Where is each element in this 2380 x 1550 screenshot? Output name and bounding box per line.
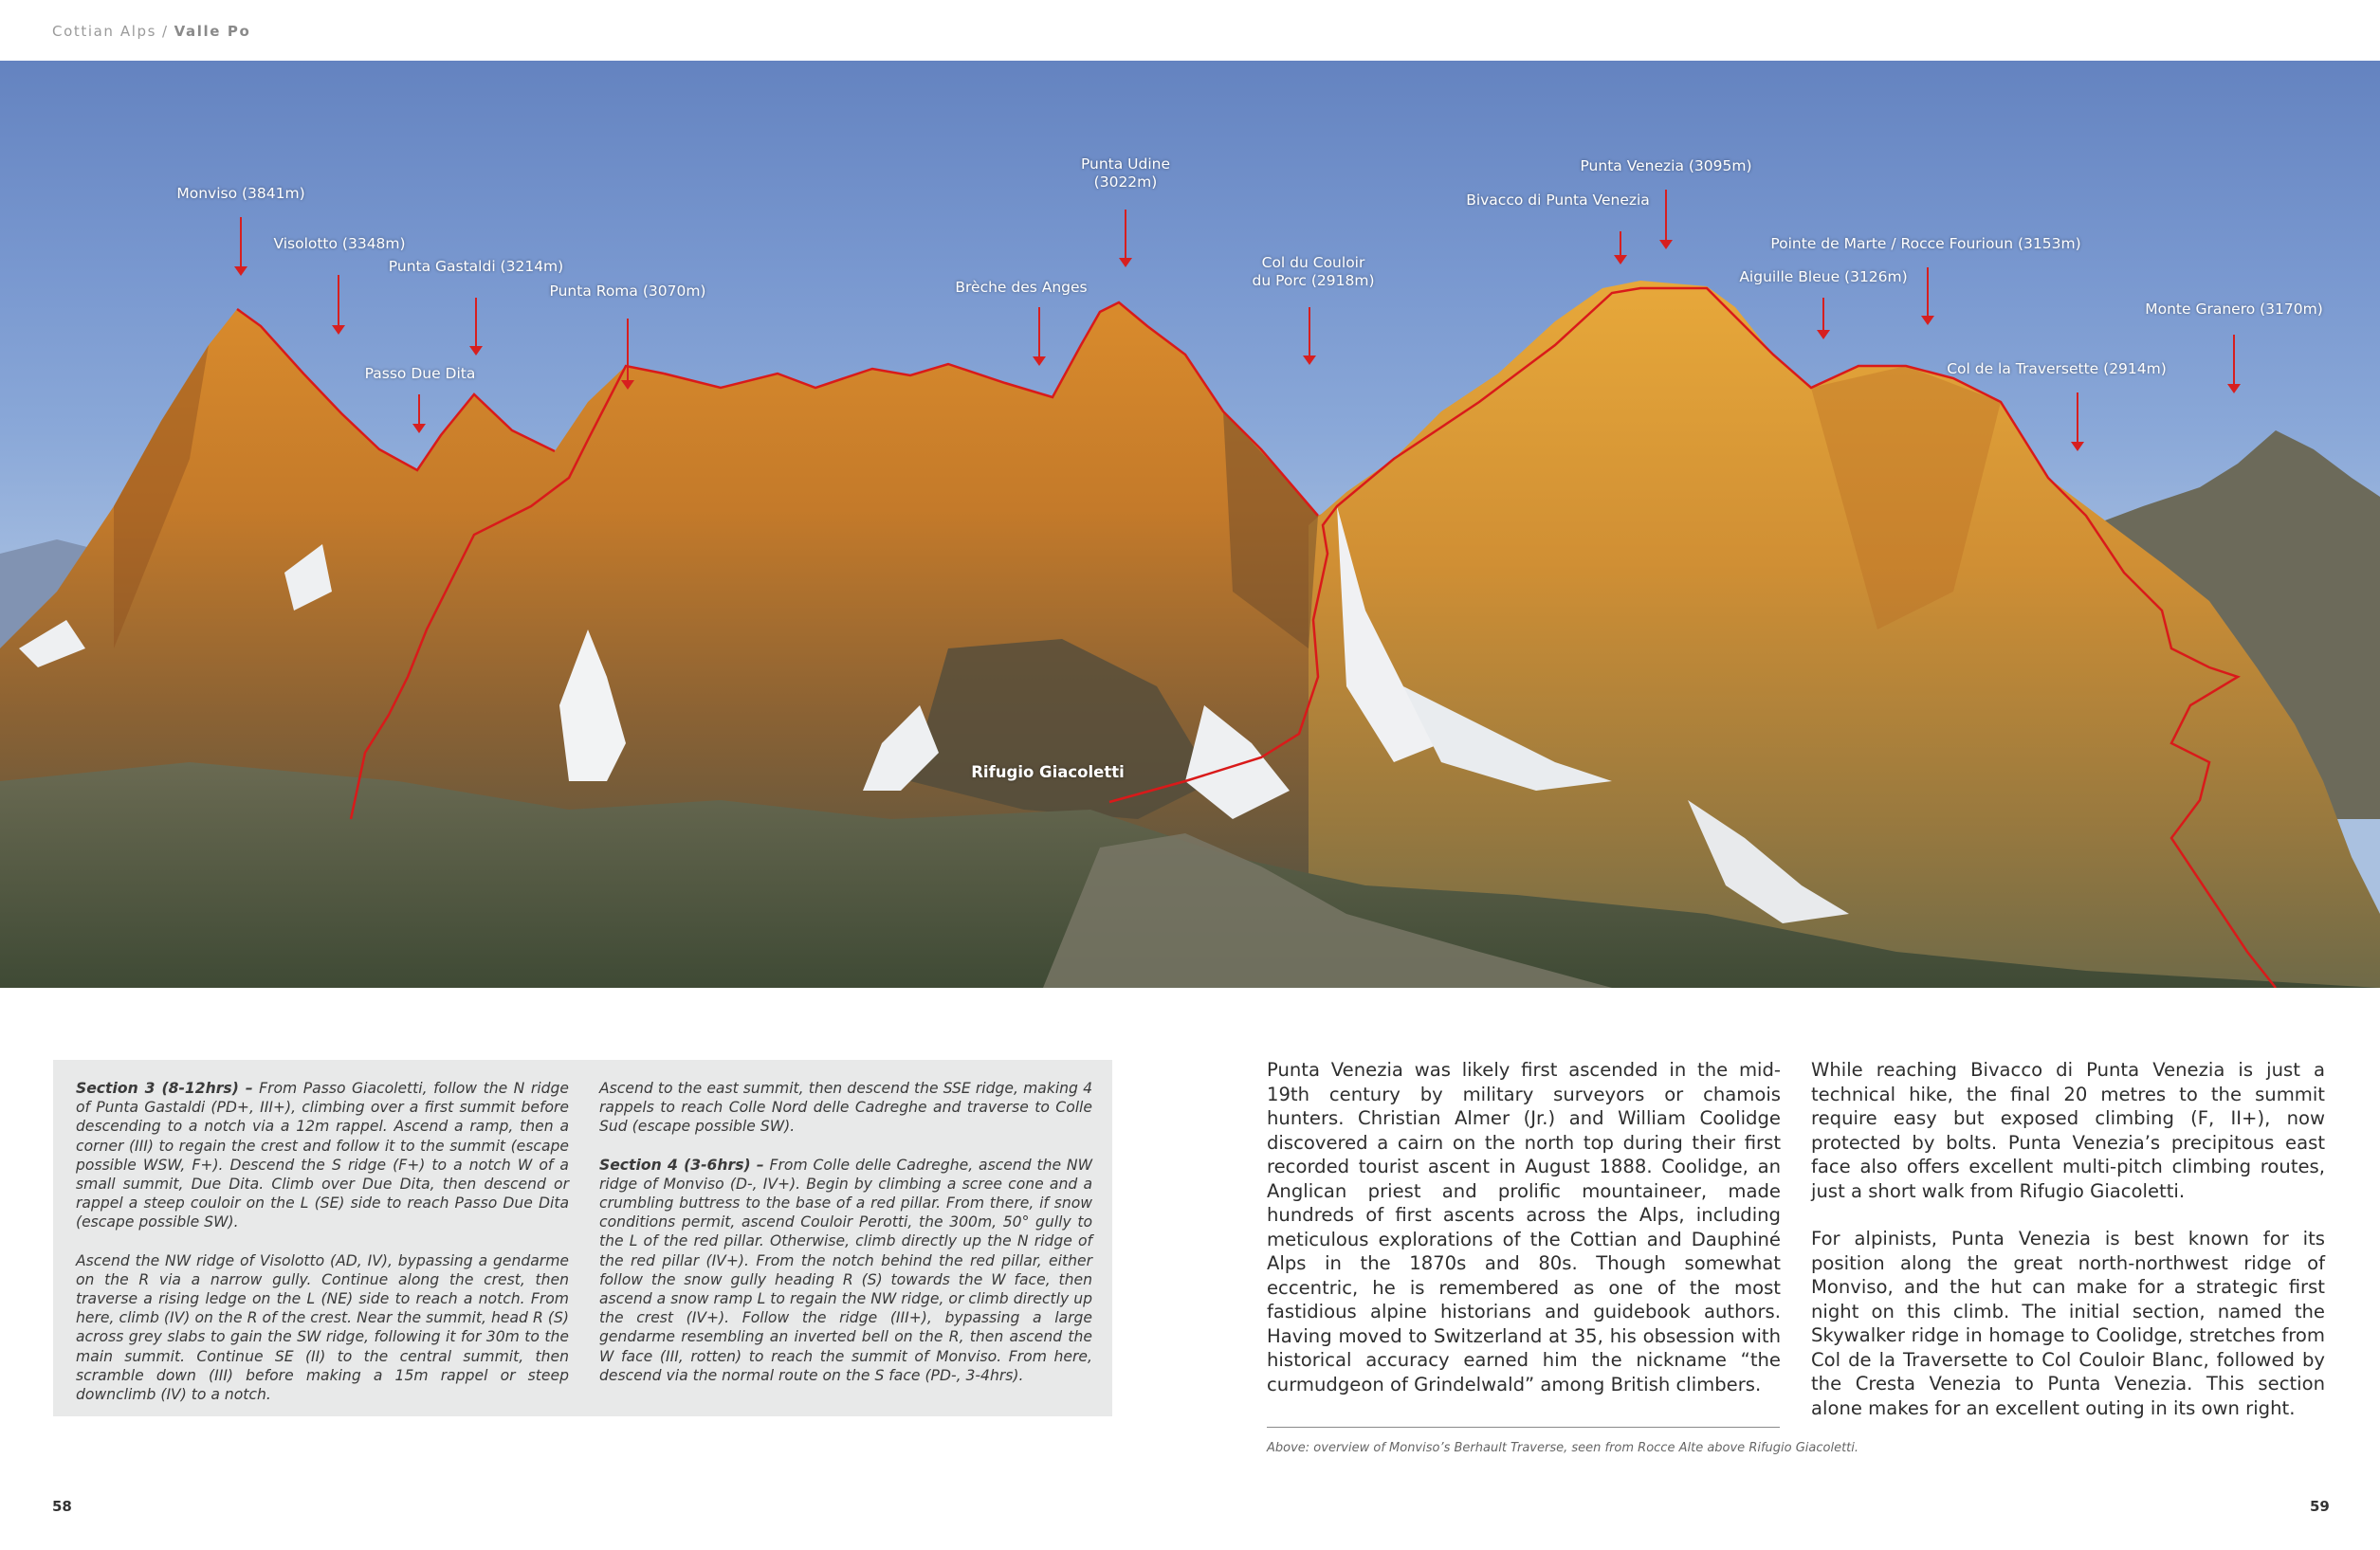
label-pointe-de-marte: Pointe de Marte / Rocce Fourioun (3153m) — [1770, 235, 2081, 252]
panorama-photo — [0, 61, 2380, 988]
body-column-right — [1811, 1058, 2325, 1444]
arrow-col-de-la-traversette — [2077, 392, 2078, 444]
arrow-aiguille-bleue — [1822, 298, 1824, 332]
arrow-punta-gastaldi — [475, 298, 477, 348]
section-4-title: Section 4 (3-6hrs) – — [599, 1156, 764, 1174]
label-bivacco: Bivacco di Punta Venezia — [1466, 191, 1650, 209]
route-description-box — [53, 1060, 1112, 1416]
arrow-col-du-couloir — [1309, 307, 1310, 357]
label-monte-granero: Monte Granero (3170m) — [2145, 301, 2323, 318]
east-summit-paragraph: Ascend to the east summit, then descend the SSE ridge, making 4 rappels to reach Colle Nord delle Cadreghe and traverse to Colle Sud (escape possible SW). — [599, 1080, 1092, 1136]
label-visolotto: Visolotto (3348m) — [273, 235, 406, 252]
label-breche-des-anges: Brèche des Anges — [955, 279, 1088, 296]
label-monviso: Monviso (3841m) — [176, 185, 305, 202]
label-col-de-la-traversette: Col de la Traversette (2914m) — [1947, 360, 2167, 377]
running-header — [52, 23, 250, 40]
section-3-title: Section 3 (8-12hrs) – — [76, 1080, 253, 1097]
arrow-visolotto — [338, 275, 339, 327]
arrow-punta-venezia — [1665, 190, 1667, 242]
alpinists-paragraph: For alpinists, Punta Venezia is best known for its position along the great north-northwest ridge of Monviso, and the hut can make for a strategic first night on this climb. The initial section, named the Skywalker ridge in homage to Coolidge, stretches from Col de la Traversette to Col Couloir Blanc, followed by the Cresta Venezia to Punta Venezia. This section alone makes for an excellent outing in its own right. — [1811, 1228, 2325, 1419]
route-column-2 — [599, 1079, 1092, 1404]
arrow-monte-granero — [2233, 335, 2235, 386]
photo-caption: Above: overview of Monviso’s Berhault Traverse, seen from Rocce Alte above Rifugio Giacoletti. — [1267, 1441, 1859, 1455]
history-paragraph: Punta Venezia was likely first ascended in the mid-19th century by military surveyors or chamois hunters. Christian Almer (Jr.) and William Coolidge discovered a cairn on the north top during their first recorded tourist ascent in August 1888. Coolidge, an Anglican priest and prolific mountaineer, made hundreds of first ascents across the Alps, including meticulous explorations of the Cottian and Dauphiné Alps in the 1870s and 80s. Though somewhat eccentric, he is remembered as one of the most fastidious alpine historians and guidebook authors. Having moved to Switzerland at 35, his obsession with historical accuracy earned him the nickname “the curmudgeon of Grindelwald” among British climbers. — [1267, 1059, 1781, 1395]
arrow-passo-due-dita — [418, 394, 420, 426]
label-aiguille-bleue: Aiguille Bleue (3126m) — [1739, 268, 1908, 285]
arrow-breche-des-anges — [1038, 307, 1040, 358]
section-4-paragraph — [599, 1156, 1092, 1385]
label-punta-udine — [1081, 155, 1170, 191]
arrow-bivacco — [1620, 231, 1621, 257]
label-rifugio-giacoletti: Rifugio Giacoletti — [971, 763, 1125, 781]
header-subsection: Valle Po — [174, 23, 251, 40]
arrow-pointe-de-marte — [1927, 267, 1929, 318]
label-punta-gastaldi: Punta Gastaldi (3214m) — [388, 258, 564, 275]
page-number-right: 59 — [2310, 1498, 2330, 1515]
label-col-du-couloir-line1: Col du Couloir — [1261, 254, 1365, 271]
section-3-paragraph — [76, 1079, 569, 1232]
label-col-du-couloir — [1253, 254, 1375, 290]
label-col-du-couloir-line2: du Porc (2918m) — [1252, 272, 1375, 289]
arrow-monviso — [240, 217, 242, 268]
body-column-left — [1267, 1058, 1781, 1420]
header-section: Cottian Alps — [52, 23, 157, 40]
label-punta-udine-line1: Punta Udine — [1080, 155, 1171, 173]
arrow-punta-udine — [1125, 210, 1126, 260]
label-punta-roma: Punta Roma (3070m) — [549, 283, 706, 300]
visolotto-paragraph: Ascend the NW ridge of Visolotto (AD, IV), bypassing a gendarme on the R via a narrow gully. Continue along the crest, then traverse a rising ledge on the L (NE) side to reach a notch. From here, climb (IV) on the R of the crest. Near the summit, head R (S) across grey slabs to gain the SW ridge, following it for 30m to the main summit. Continue SE (II) to the central summit, then scramble down (III) before making a 15m rappel or steep downclimb (IV) to a notch. — [76, 1251, 569, 1404]
label-punta-udine-line2: (3022m) — [1093, 173, 1158, 191]
route-column-1 — [76, 1079, 569, 1423]
section-4-text: From Colle delle Cadreghe, ascend the NW ridge of Monviso (D-, IV+). Begin by climbing a scree cone and a crumbling buttress to the base of a red pillar. From there, if snow conditions permit, ascend Couloir Perotti, the 300m, 50° gully to the L of the red pillar. Otherwise, climb directly up the N ridge of the red pillar (IV+). From the notch behind the red pillar, either follow the snow gully heading R (S) towards the W face, then ascend a snow ramp L to regain the NW ridge, or climb directly up the crest (IV+). Follow the ridge (III+), bypassing a large gendarme resembling an inverted bell on the R, then ascend the W face (III, rotten) to reach the summit of Monviso. From here, descend via the normal route on the S face (PD-, 3-4hrs). — [599, 1156, 1092, 1384]
bivacco-paragraph: While reaching Bivacco di Punta Venezia is just a technical hike, the final 20 metres to the summit require easy but exposed climbing (F, II+), now protected by bolts. Punta Venezia’s precipitous east face also offers excellent multi-pitch climbing routes, just a short walk from Rifugio Giacoletti. — [1811, 1059, 2325, 1202]
mountain-scene — [0, 61, 2380, 988]
page-number-left: 58 — [52, 1498, 72, 1515]
label-passo-due-dita: Passo Due Dita — [364, 365, 476, 382]
header-separator: / — [162, 23, 169, 40]
section-3-text: From Passo Giacoletti, follow the N ridge of Punta Gastaldi (PD+, III+), climbing over a first summit before descending to a notch via a 12m rappel. Ascend a ramp, then a corner (III) to regain the crest and follow it to the summit (escape possible WSW, F+). Descend the S ridge (F+) to a notch W of a small summit, Due Dita. Climb over Due Dita, then descend or rappel a steep couloir on the L (SE) side to reach Passo Due Dita (escape possible SW). — [76, 1080, 569, 1231]
label-punta-venezia: Punta Venezia (3095m) — [1580, 157, 1752, 174]
caption-rule — [1267, 1427, 1780, 1428]
arrow-punta-roma — [627, 319, 629, 382]
